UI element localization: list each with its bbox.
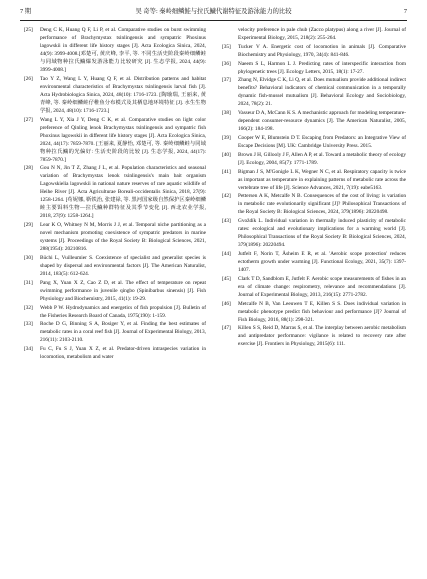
reference-text: Tao Y Z, Wang L Y, Huang Q F, et al. Distribution patterns and habitat environmental characteristics of Brachymystax tsinlingensis larval fish [J]. Acta Hydrobiologica Sinica, 2024, 48(10): 1716-1723. [陶瑜瑞, 王丽来, 黄青峰, 等. 秦岭细鳞鲑仔稚鱼分布模式及其栖息地环境特征 [J]. 水生生物学报, 2024, 48(10): 1716-1723.] [40,75,206,114]
reference-number: [46] [222,300,231,307]
reference-text: Naeem S L, Harmon L J. Predicting rates of interspecific interaction from phylogenetic trees [J]. Ecology Letters, 2015, 18(1): 17-27. [238,60,406,75]
reference-number: [36] [222,60,231,67]
references-left-column [24,26,206,362]
reference-number: [30] [24,254,33,261]
page-issue-label: 7 期 [20,8,32,15]
reference-entry [222,275,406,299]
reference-text: Clark T D, Sandblom E, Jutfelt F. Aerobic scope measurements of fishes in an era of climate change: respirometry, relevance and recommendations [J]. Journal of Experimental Biology, 2013, 216(15): 2771-2782. [238,275,406,298]
reference-number: [41] [222,168,231,175]
reference-number: [32] [24,304,33,311]
reference-entry [24,320,206,344]
reference-number: [47] [222,325,231,332]
reference-entry [222,134,406,150]
reference-text: Vasseur D A, McCann K S. A mechanistic approach for modeling temperature-dependent consumer-resource dynamics [J]. The American Naturalist, 2005, 166(2): 184-198. [238,110,406,133]
reference-text: Bigman J S, M'Gonigle L K, Wegner N C, et al. Respiratory capacity is twice as important as temperature in explaining patterns of metabolic rate across the vertebrate tree of life [J]. Science Advances, 2021, 7(19): eabe5163. [238,168,406,191]
reference-number: [37] [222,77,231,84]
reference-text: Pettersen A K, Metcalfe N B. Consequences of the cost of living: is variation in metabolic rate evolutionarily significant [J]? Philosophical Transactions of the Royal Society B: Biological Sciences, 2024, 379(1896): 20220498. [238,193,406,216]
running-header [20,6,407,21]
reference-entry [24,164,206,220]
reference-text: Tucker V A. Energetic cost of locomotion in animals [J]. Comparative Biochemistry and Physiology, 1970, 34(4): 841-846. [238,43,406,58]
reference-text: Zhang N, Elvidge C K, Li Q, et al. Does mutualism provide additional indirect benefits? Behavioral indicators of chemical communication in a temporally dynamic fish-mussel mutualism [J]. Behavioral Ecology and Sociobiology, 2024, 78(2): 21. [238,77,406,108]
reference-entry [24,75,206,115]
reference-entry [222,192,406,216]
reference-number: [34] [24,346,33,353]
reference-number: [39] [222,134,231,141]
reference-number: [29] [24,222,33,229]
reference-text: Fu C, Fu S J, Yuan X Z, et al. Predator-driven intraspecies variation in locomotion, metabolism and water [40,346,206,361]
reference-text: Pang X, Yuan X Z, Cao Z D, et al. The effect of temperature on repeat swimming performance in juvenile qingbo (Spinibarbus sinensis) [J]. Fish Physiology and Biochemistry, 2015, 41(1): 19-29. [40,279,206,302]
reference-entry [222,60,406,76]
reference-number: [27] [24,116,33,123]
reference-entry [222,250,406,274]
reference-text: Roche D G, Binning S A, Bosiger Y, et al. Finding the best estimates of metabolic rates in a coral reef fish [J]. Journal of Experimental Biology, 2013, 216(11): 2103-2110. [40,321,206,344]
reference-entry [222,300,406,324]
reference-number: [25] [24,27,33,33]
reference-number: [33] [24,321,33,328]
reference-entry [222,168,406,192]
reference-number: [38] [222,110,231,117]
reference-text: Lear K O, Whitney N M, Morris J J, et al. Temporal niche partitioning as a novel mechanism promoting coexistence of sympatric predators in marine systems [J]. Proceedings of the Royal Society B: Biological Sciences, 2021, 288(1954): 20210816. [40,222,206,253]
reference-text: velocity preference in pale chub (Zacco platypus) along a river [J]. Journal of Experimental Biology, 2015, 218(2): 255-264. [238,27,406,41]
reference-text: Deng C K, Huang Q F, Li P, et al. Comparative studies on burst swimming performance of Brachymystax tsinlingensis and sympatric Phoxinus lagowskii in different life history stages [J]. Acta Ecologica Sinica, 2024, 44(9): 3999-4008.[邓楚可, 黄庆峰, 李平, 等. 不同生活史阶段秦岭细鳞鲑与同域物种拉氏鱥爆发游泳能力比较研究 [J]. 生态学报, 2024, 44(9): 3999-4008.] [40,27,206,73]
reference-entry [222,43,406,59]
reference-entry [222,151,406,167]
running-title: 吴 奇等: 秦岭细鳞鲑与拉氏鱥代谢特征及游泳能力的比较 [135,8,292,15]
reference-entry [24,254,206,278]
reference-number: [40] [222,151,231,158]
reference-number: [45] [222,275,231,282]
reference-entry [222,324,406,348]
reference-text: Büchi L, Vuilleumier S. Coexistence of specialist and generalist species is shaped by dispersal and environmental factors [J]. The American Naturalist, 2014, 183(5): 612-624. [40,254,206,277]
reference-text: Jutfelt F, Norin T, Åsheim E R, et al. 'Aerobic scope protection' reduces ectotherm growth under warming [J]. Functional Ecology, 2021, 35(7): 1397-1407. [238,250,406,273]
reference-number: [35] [222,43,231,50]
reference-text: Webb P W. Hydrodynamics and energetics of fish propulsion [J]. Bulletin of the Fisheries Research Board of Canada, 1975(190): 1-159. [40,304,206,319]
reference-number: [44] [222,250,231,257]
page-number: 7 [403,8,407,15]
reference-entry [222,76,406,108]
reference-text: Wang L Y, Xia J Y, Deng C K, et al. Comparative studies on light color preference of Qinling lenok Brachymystax tsinlingensis and sympatric fish Phoxinus lagowskii in different life history stages [J]. Acta Ecologica Sinica, 2024, 44(17): 7859-7870. [王丽来, 夏静怡, 邓楚可, 等. 秦岭细鳞鲑与同域物种拉氏鱥的光偏好: 生活史阶段的比较 [J]. 生态学报, 2024, 44(17): 7859-7870.] [40,116,206,163]
reference-entry [222,217,406,249]
reference-number: [42] [222,193,231,200]
reference-entry [24,221,206,253]
references-right-column [222,26,406,349]
reference-text: Metcalfe N B, Van Leeuwen T E, Killen S S. Does individual variation in metabolic phenotype predict fish behaviour and performance [J]? Journal of Fish Biology, 2016, 88(1): 298-321. [238,300,406,323]
reference-entry [24,345,206,361]
reference-number: [31] [24,279,33,286]
reference-entry [24,116,206,164]
reference-text: Gvoždík L. Individual variation in thermally induced plasticity of metabolic rates: ecological and evolutionary implications for a warming world [J]. Philosophical Transactions of the Royal Society B: Biological Sciences, 2024, 379(1896): 20220494. [238,218,406,249]
reference-text: Cooper W E, Blumstein D T. Escaping from Predators: an Integrative View of Escape Decisions [M]. UK: Cambridge University Press. 2015. [238,134,406,149]
reference-number: [28] [24,165,33,172]
reference-text: Gou N N, Jin T Z, Zhang J L, et al. Population characteristics and seasonal variation of Brachymystax lenok tsinlingensis's main bait organism Lagowskielia lagowskii in national nature reserves of rare aquatic wildlife of Heihe River [J]. Acta Agriculturae Boreali-occidentalis Sinica, 2018, 27(9): 1258-1264. [苟妮娜, 靳铁治, 张建禄, 等. 黑河国家级自然保护区秦岭细鳞鲑主要饵料生物—拉氏鱥种群特征及其季节变化 [J]. 西北农业学报, 2018, 27(9): 1258-1264.] [40,165,206,220]
reference-entry [24,279,206,303]
reference-entry [24,304,206,320]
reference-number: [26] [24,75,33,82]
reference-entry [24,26,206,74]
reference-entry [222,109,406,133]
reference-text: Killen S S, Reid D, Marras S, et al. The interplay between aerobic metabolism and antipredator performance: vigilance is related to recovery rate after exercise [J]. Frontiers in Physiology, 2015(6): 111. [238,325,406,348]
reference-text: Brown J H, Gillooly J F, Allen A P, et al. Toward a metabolic theory of ecology [J]. Ecology, 2004, 85(7): 1771-1789. [238,151,406,166]
reference-number: [43] [222,218,231,225]
reference-entry [222,26,406,42]
